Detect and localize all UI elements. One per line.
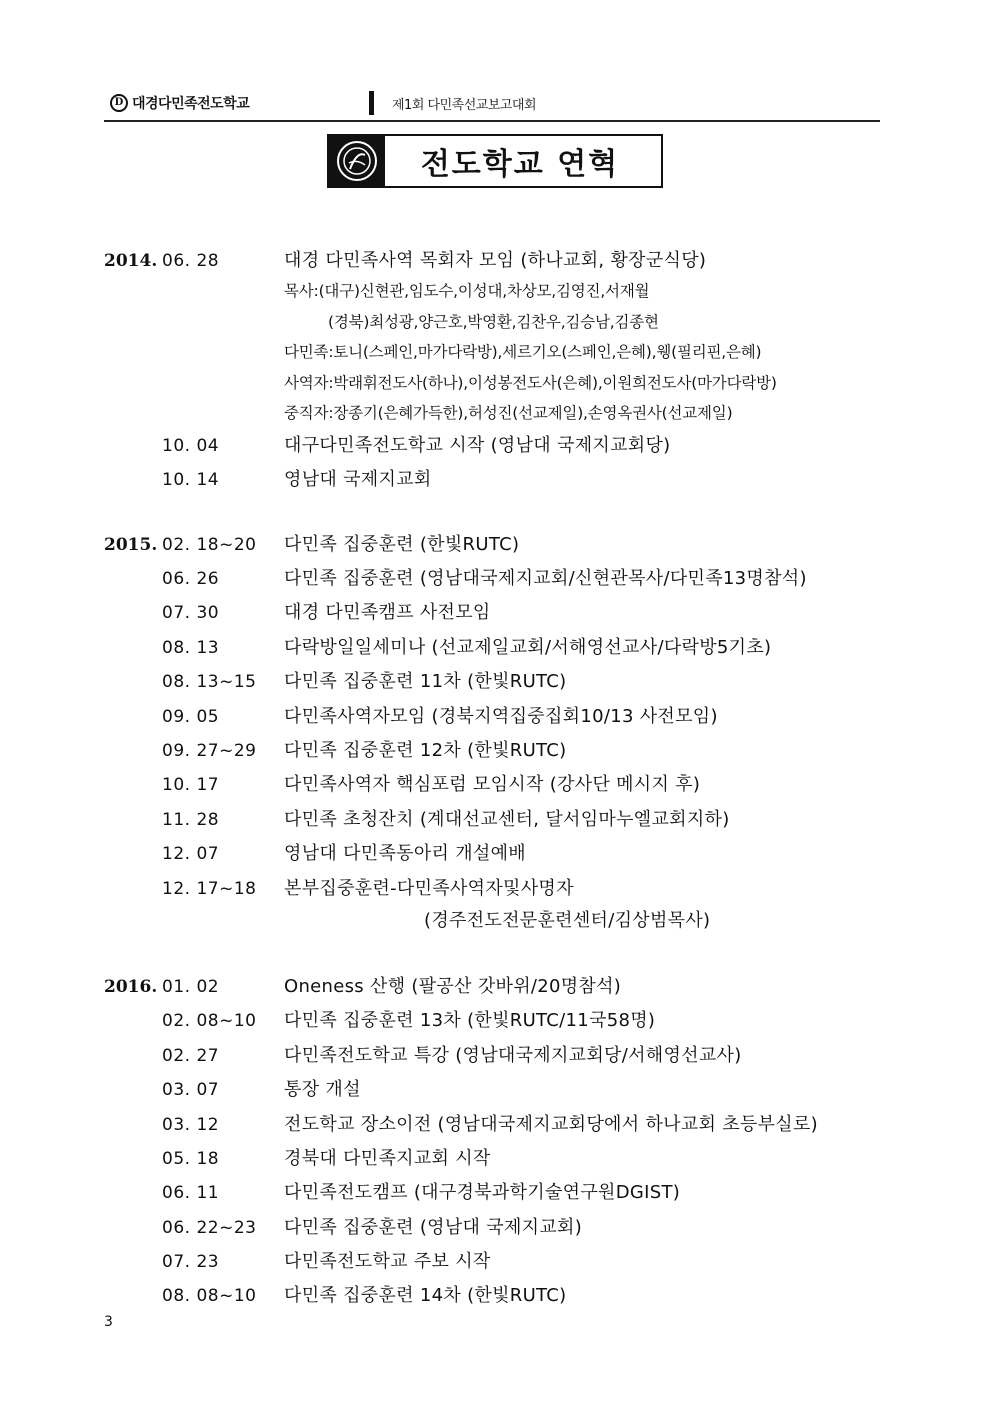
entry-date: 02. 08~10 xyxy=(162,1011,257,1032)
school-logo xyxy=(110,92,249,114)
entry-description: 대경 다민족캠프 사전모임 xyxy=(284,602,491,624)
entry-date: 01. 02 xyxy=(162,976,220,997)
timeline-entry xyxy=(104,803,894,837)
year-label: 2014. xyxy=(104,251,158,271)
entry-description: 통장 개설 xyxy=(284,1079,361,1101)
entry-description: 다락방일일세미나 (선교제일교회/서해영선교사/다락방5기초) xyxy=(284,636,772,658)
entry-description: 다민족 집중훈련 (영남대 국제지교회) xyxy=(284,1216,583,1238)
entry-date: 07. 30 xyxy=(162,603,220,624)
detail-line: (경북)최성광,양근호,박영환,김찬우,김승남,김종현 xyxy=(328,312,659,331)
entry-description: 경북대 다민족지교회 시작 xyxy=(284,1147,491,1169)
page-header xyxy=(104,88,880,122)
timeline-entry xyxy=(104,429,894,463)
timeline-entry xyxy=(104,1073,894,1107)
timeline-entry xyxy=(104,528,894,562)
page-title: 전도학교 연혁 xyxy=(420,147,620,182)
page-number: 3 xyxy=(104,1314,113,1330)
entry-description-continued: (경주전도전문훈련센터/김상범목사) xyxy=(424,909,711,931)
entry-date: 06. 28 xyxy=(162,251,220,271)
entry-description: 다민족 집중훈련 12차 (한빛RUTC) xyxy=(284,740,567,762)
entry-date: 06. 22~23 xyxy=(162,1217,257,1238)
timeline-entry xyxy=(104,1039,894,1073)
timeline-entry xyxy=(104,768,894,802)
entry-description: 다민족전도학교 주보 시작 xyxy=(284,1251,491,1273)
entry-date: 12. 17~18 xyxy=(162,878,257,899)
entry-date: 12. 07 xyxy=(162,844,220,865)
entry-date: 03. 12 xyxy=(162,1114,220,1135)
entry-description: 다민족 초청잔치 (계대선교센터, 달서임마누엘교회지하) xyxy=(284,808,730,830)
entry-date: 02. 18~20 xyxy=(162,534,257,555)
entry-date: 08. 13~15 xyxy=(162,672,257,693)
timeline-entry xyxy=(104,631,894,665)
header-divider xyxy=(369,91,374,115)
timeline-entry xyxy=(104,1108,894,1142)
entry-description: 대경 다민족사역 목회자 모임 (하나교회, 황장군식당) xyxy=(284,250,707,271)
history-timeline xyxy=(104,244,894,1344)
entry-description: 영남대 국제지교회 xyxy=(284,469,432,491)
entry-date: 05. 18 xyxy=(162,1148,220,1169)
year-block xyxy=(104,244,894,498)
entry-description: 다민족사역자 핵심포럼 모임시작 (강사단 메시지 후) xyxy=(284,774,701,796)
entry-description: 다민족 집중훈련 (한빛RUTC) xyxy=(284,533,520,555)
entry-date: 07. 23 xyxy=(162,1252,220,1273)
entry-description: 다민족 집중훈련 14차 (한빛RUTC) xyxy=(284,1285,567,1307)
entry-description: 본부집중훈련-다민족사역자및사명자 xyxy=(284,877,574,899)
entry-description: 다민족전도학교 특강 (영남대국제지교회당/서해영선교사) xyxy=(284,1044,742,1066)
entry-date: 02. 27 xyxy=(162,1045,220,1066)
entry-date: 06. 26 xyxy=(162,569,220,590)
detail-line: 다민족:토니(스페인,마가다락방),세르기오(스페인,은혜),웽(필리핀,은혜) xyxy=(284,343,762,362)
entry-details xyxy=(104,276,894,429)
timeline-entry xyxy=(104,1142,894,1176)
emblem-icon xyxy=(329,136,385,186)
timeline-entry xyxy=(104,1211,894,1245)
entry-description: 다민족사역자모임 (경북지역집중집회10/13 사전모임) xyxy=(284,705,718,727)
entry-date: 06. 11 xyxy=(162,1183,220,1204)
entry-date: 03. 07 xyxy=(162,1080,220,1101)
detail-line: 중직자:장종기(은혜가득한),허성진(선교제일),손영옥권사(선교제일) xyxy=(284,404,733,423)
year-block xyxy=(104,528,894,940)
entry-date: 11. 28 xyxy=(162,809,220,830)
entry-description: 다민족전도캠프 (대구경북과학기술연구원DGIST) xyxy=(284,1182,681,1204)
entry-description: 다민족 집중훈련 11차 (한빛RUTC) xyxy=(284,671,567,693)
timeline-entry xyxy=(104,463,894,497)
timeline-entry xyxy=(104,562,894,596)
timeline-entry xyxy=(104,734,894,768)
entry-description: 대구다민족전도학교 시작 (영남대 국제지교회당) xyxy=(284,434,671,456)
timeline-entry xyxy=(104,596,894,630)
entry-description: 영남대 다민족동아리 개설예배 xyxy=(284,843,526,865)
year-label: 2016. xyxy=(104,976,158,997)
title-box xyxy=(327,134,663,188)
detail-line: 사역자:박래휘전도사(하나),이성봉전도사(은혜),이원희전도사(마가다락방) xyxy=(284,373,777,392)
header-subtitle: 제1회 다민족선교보고대회 xyxy=(392,98,537,113)
entry-date: 10. 14 xyxy=(162,470,220,491)
entry-date: 08. 13 xyxy=(162,637,220,658)
entry-description: 다민족 집중훈련 (영남대국제지교회/신현관목사/다민족13명참석) xyxy=(284,568,807,590)
timeline-entry xyxy=(104,1176,894,1210)
entry-date: 09. 27~29 xyxy=(162,741,257,762)
timeline-entry xyxy=(104,837,894,871)
timeline-entry xyxy=(104,665,894,699)
timeline-entry xyxy=(104,700,894,734)
timeline-entry xyxy=(104,244,894,429)
timeline-entry xyxy=(104,1279,894,1313)
detail-line: 목사:(대구)신현관,임도수,이성대,차상모,김영진,서재월 xyxy=(284,282,650,301)
entry-date: 09. 05 xyxy=(162,706,220,727)
entry-date: 10. 04 xyxy=(162,435,220,456)
timeline-entry xyxy=(104,1004,894,1038)
entry-description: 전도학교 장소이전 (영남대국제지교회당에서 하나교회 초등부실로) xyxy=(284,1113,818,1135)
logo-text: 대경다민족전도학교 xyxy=(132,96,250,112)
entry-date: 08. 08~10 xyxy=(162,1286,257,1307)
entry-description: 다민족 집중훈련 13차 (한빛RUTC/11국58명) xyxy=(284,1010,656,1032)
year-label: 2015. xyxy=(104,534,158,555)
year-block xyxy=(104,970,894,1314)
entry-description: Oneness 산행 (팔공산 갓바위/20명참석) xyxy=(284,975,622,997)
logo-mark-icon: D xyxy=(110,94,128,112)
timeline-entry xyxy=(104,970,894,1004)
timeline-entry xyxy=(104,872,894,940)
timeline-entry xyxy=(104,1245,894,1279)
entry-date: 10. 17 xyxy=(162,775,220,796)
